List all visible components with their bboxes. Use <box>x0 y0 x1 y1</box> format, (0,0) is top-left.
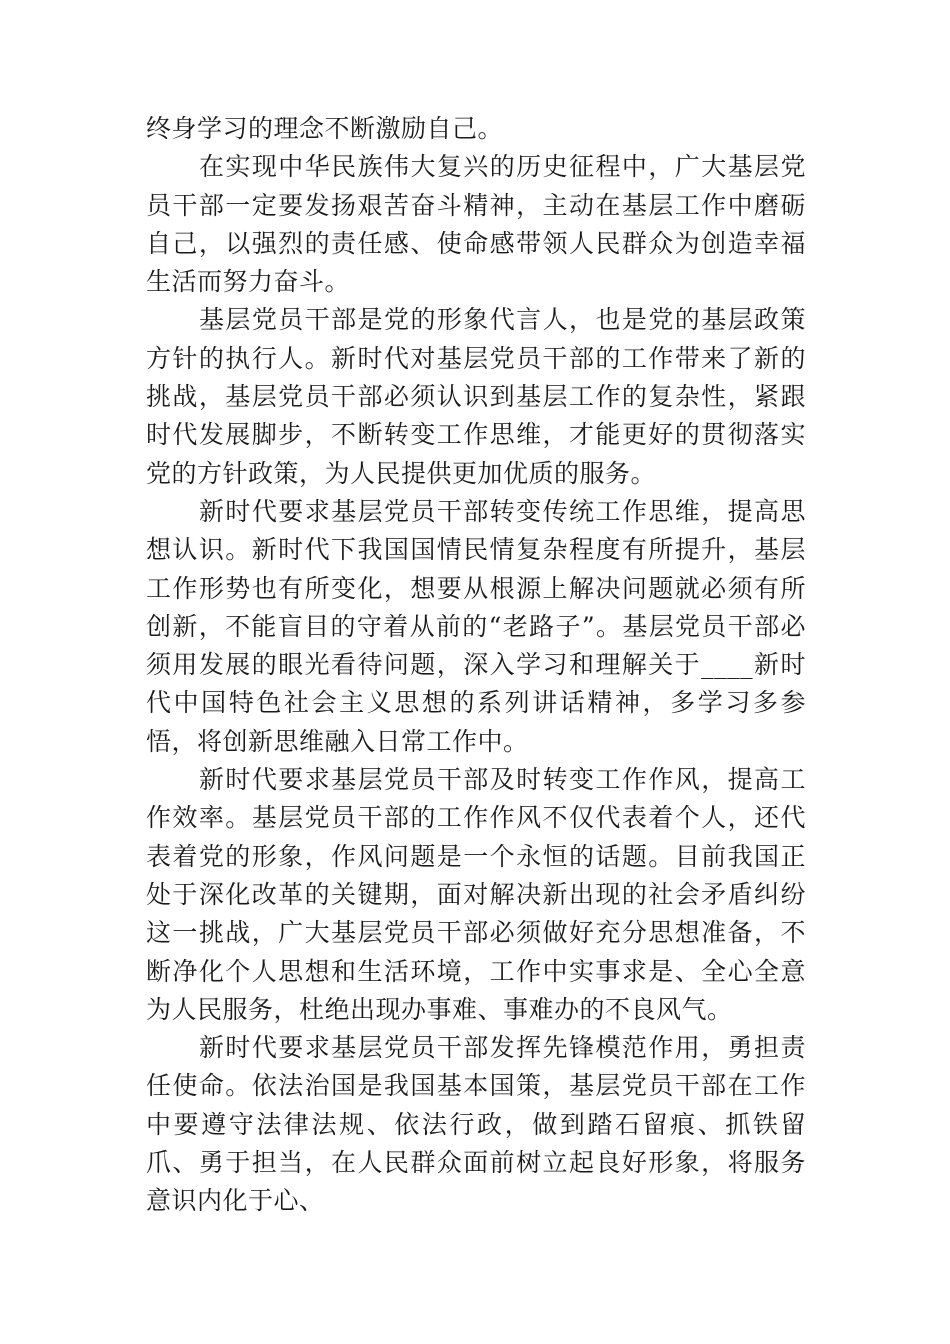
paragraph-vanguard-role: 新时代要求基层党员干部发挥先锋模范作用，勇担责任使命。依法治国是我国基本国策，基层党员干部在工作中要遵守法律法规、依法行政，做到踏石留痕、抓铁留爪、勇于担当，在人民群众面前树立起良好形象，将服务意识内化于心、 <box>146 1033 806 1216</box>
paragraph-image-spokesperson: 基层党员干部是党的形象代言人，也是党的基层政策方针的执行人。新时代对基层党员干部的工作带来了新的挑战，基层党员干部必须认识到基层工作的复杂性，紧跟时代发展脚步，不断转变工作思维，才能更好的贯彻落实党的方针政策，为人民提供更加优质的服务。 <box>146 305 806 488</box>
paragraph-rejuvenation: 在实现中华民族伟大复兴的历史征程中，广大基层党员干部一定要发扬艰苦奋斗精神，主动在基层工作中磨砺自己，以强烈的责任感、使命感带领人民群众为创造幸福生活而努力奋斗。 <box>146 152 806 297</box>
paragraph-work-thinking: 新时代要求基层党员干部转变传统工作思维，提高思想认识。新时代下我国国情民情复杂程度有所提升，基层工作形势也有所变化，想要从根源上解决问题就必须有所创新，不能盲目的守着从前的“老路子”。基层党员干部必须用发展的眼光看待问题，深入学习和理解关于____新时代中国特色社会主义思想的系列讲话精神，多学习多参悟，将创新思维融入日常工作中。 <box>146 496 806 756</box>
paragraph-work-style: 新时代要求基层党员干部及时转变工作作风，提高工作效率。基层党员干部的工作作风不仅代表着个人，还代表着党的形象，作风问题是一个永恒的话题。目前我国正处于深化改革的关键期，面对解决新出现的社会矛盾纠纷这一挑战，广大基层党员干部必须做好充分思想准备，不断净化个人思想和生活环境，工作中实事求是、全心全意为人民服务，杜绝出现办事难、事难办的不良风气。 <box>146 765 806 1024</box>
document-body <box>146 110 806 1221</box>
paragraph-continuation: 终身学习的理念不断激励自己。 <box>146 114 504 143</box>
